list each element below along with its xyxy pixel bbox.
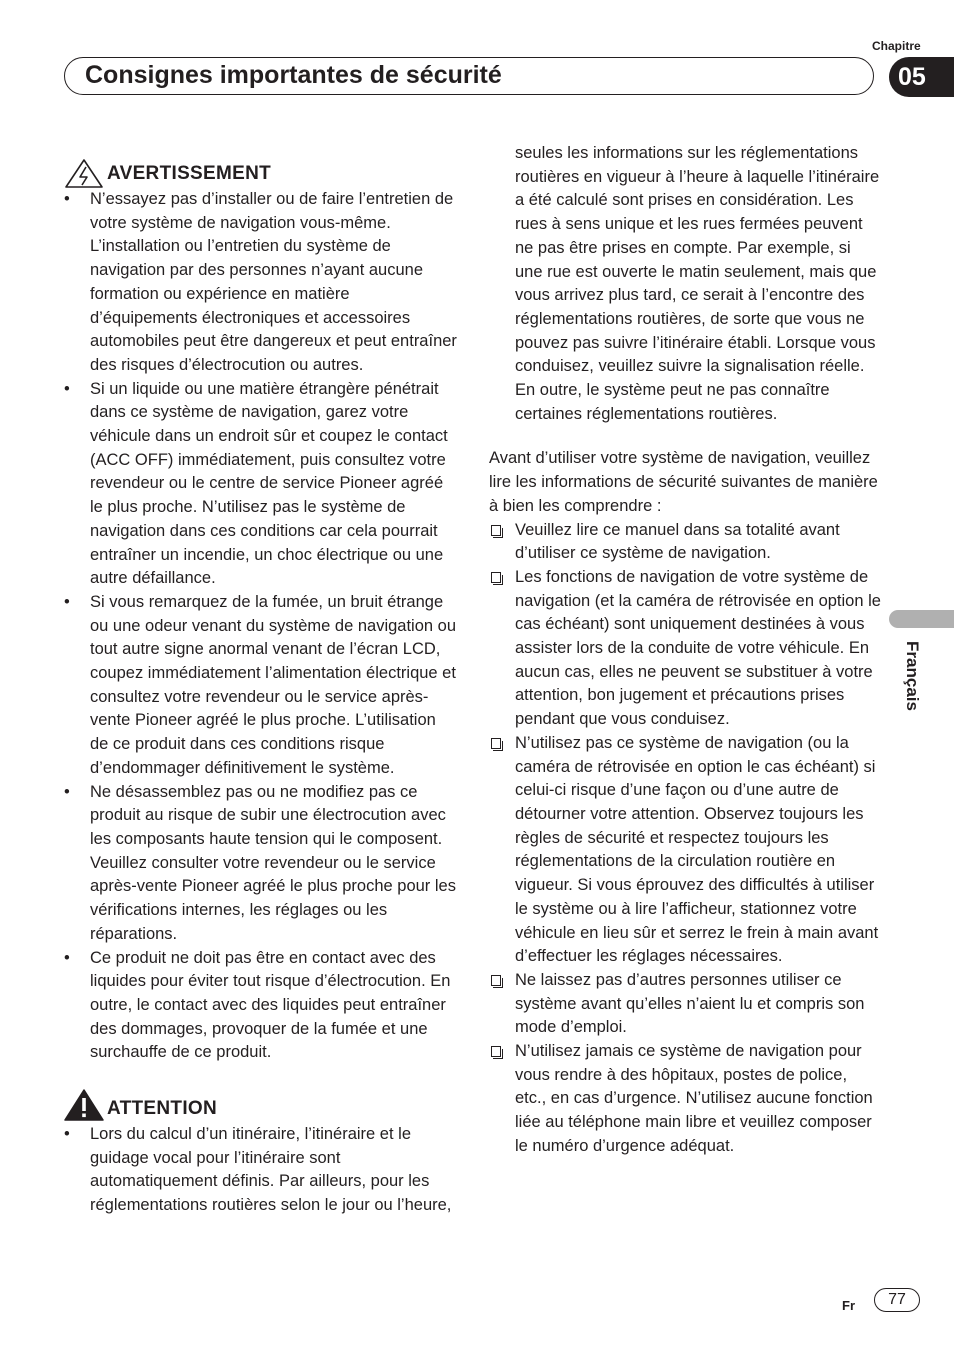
caution-item-continued: seules les informations sur les réglementations routières en vigueur à l’heure à laquelle l’itinéraire a été calculé sont prises en considération. Les rues à sens unique et les rues fermées peuvent ne pas être prises en compte. Par exemple, si une rue est ouverte le matin seulement, mais que vous arrivez plus tard, ce serait à l’encontre des réglementations routières, de sorte que vous ne pouvez pas suivre l’itinéraire établi. Lorsque vous conduisez, veuillez suivre la signalisation réelle. En outre, le système peut ne pas connaître certaines réglementations routières.: [515, 144, 880, 423]
caution-list: [62, 1123, 457, 1218]
chapter-label: Chapitre: [872, 39, 921, 53]
checklist-item: [489, 969, 881, 1040]
checklist-item-text: Les fonctions de navigation de votre système de navigation (et la caméra de rétrovisée en option le cas échéant) sont uniquement destinées à vous assister lors de la conduite de votre véhicule. En aucun cas, elles ne peuvent se substituer à votre attention, bon jugement et précautions prises pendant que vous conduisez.: [515, 567, 881, 729]
warning-item: • Si vous remarquez de la fumée, un bruit étrange ou une odeur venant du système de navigation ou tout autre signe anormal venant de l’écran LCD, coupez immédiatement l’alimentation électrique et consultez votre revendeur ou le service après-vente Pioneer agréé le plus proche. L’utilisation de ce produit dans ces conditions risque d’endommager définitivement le système.: [62, 591, 457, 781]
title-bar: [64, 57, 874, 95]
warning-item: • N’essayez pas d’installer ou de faire l’entretien de votre système de navigation vous-même. L’installation ou l’entretien du système de navigation par des personnes n’ayant aucune formation ou expérience en matière d’équipements électroniques et accessoires automobiles peut être dangereux et peut entraîner des risques d’électrocution ou autres.: [62, 188, 457, 378]
checklist-item-text: N’utilisez jamais ce système de navigation pour vous rendre à des hôpitaux, postes de police, etc., en cas d’urgence. N’utilisez aucune fonction liée au téléphone main libre et veuillez composer le numéro d’urgence adéquat.: [515, 1042, 873, 1155]
checklist-item-text: Veuillez lire ce manuel dans sa totalité avant d’utiliser ce système de navigation.: [515, 520, 840, 563]
checkbox-bullet-icon: [491, 525, 501, 536]
footer-language-code: Fr: [842, 1298, 855, 1313]
warning-item: • Ne désassemblez pas ou ne modifiez pas ce produit au risque de subir une électrocution avec les composants haute tension qui le composent. Veuillez consulter votre revendeur ou le service après-vente Pioneer agréé le plus proche pour les vérifications internes, les réglages ou les réparations.: [62, 781, 457, 947]
language-tab: [889, 610, 954, 628]
caution-item: • Lors du calcul d’un itinéraire, l’itinéraire et le guidage vocal pour l’itinéraire sont automatiquement définis. Par ailleurs, pour les réglementations routières selon le jour ou l’heure,: [62, 1123, 457, 1218]
warning-item: • Ce produit ne doit pas être en contact avec des liquides pour éviter tout risque d’électrocution. En outre, le contact avec des liquides peut entraîner des dommages, provoquer de la fumée et une surchauffe de ce produit.: [62, 947, 457, 1066]
page-title: Consignes importantes de sécurité: [85, 61, 502, 89]
left-column: [62, 158, 457, 1218]
checklist-item: [489, 519, 881, 566]
warning-list: [62, 188, 457, 1065]
checklist-item-text: N’utilisez pas ce système de navigation (ou la caméra de rétrovisée en option le cas échéant) si celui-ci risque d’une façon ou d’une autre de détourner votre attention. Observez toujours les règles de sécurité et respectez toujours les réglementations de la circulation routière en vigueur. Si vous éprouvez des difficultés à utiliser le système ou à lire l’afficheur, stationnez votre véhicule en lieu sûr et serrez le frein à main avant d’effectuer les réglages nécessaires.: [515, 733, 879, 966]
checklist-item: [489, 566, 881, 732]
language-tab-label: Français: [903, 641, 922, 711]
checklist-item: [489, 1040, 881, 1159]
page-number: 77: [874, 1288, 920, 1312]
warning-item: • Si un liquide ou une matière étrangère pénétrait dans ce système de navigation, garez votre véhicule dans un endroit sûr et coupez le contact (ACC OFF) immédiatement, puis consultez votre revendeur ou le centre de service Pioneer agréé le plus proche. N’utilisez pas le système de navigation dans ces conditions car cela pourrait entraîner un incendie, un choc électrique ou une autre défaillance.: [62, 378, 457, 591]
checklist-item-text: Ne laissez pas d’autres personnes utiliser ce système avant qu’elles n’aient lu et compris son mode d’emploi.: [515, 970, 865, 1037]
chapter-number-badge: 05: [889, 57, 954, 97]
warning-heading: [62, 158, 457, 188]
checkbox-bullet-icon: [491, 975, 501, 986]
caution-heading-text: ATTENTION: [107, 1098, 218, 1120]
safety-checklist: [489, 519, 881, 1159]
checkbox-bullet-icon: [491, 1046, 501, 1057]
checklist-item: [489, 732, 881, 969]
intro-paragraph: Avant d’utiliser votre système de navigation, veuillez lire les informations de sécurité suivantes de manière à bien les comprendre :: [489, 449, 878, 515]
checkbox-bullet-icon: [491, 572, 501, 583]
caution-heading: [62, 1089, 457, 1119]
right-column: [489, 142, 881, 1159]
checkbox-bullet-icon: [491, 738, 501, 749]
warning-heading-text: AVERTISSEMENT: [107, 163, 272, 184]
